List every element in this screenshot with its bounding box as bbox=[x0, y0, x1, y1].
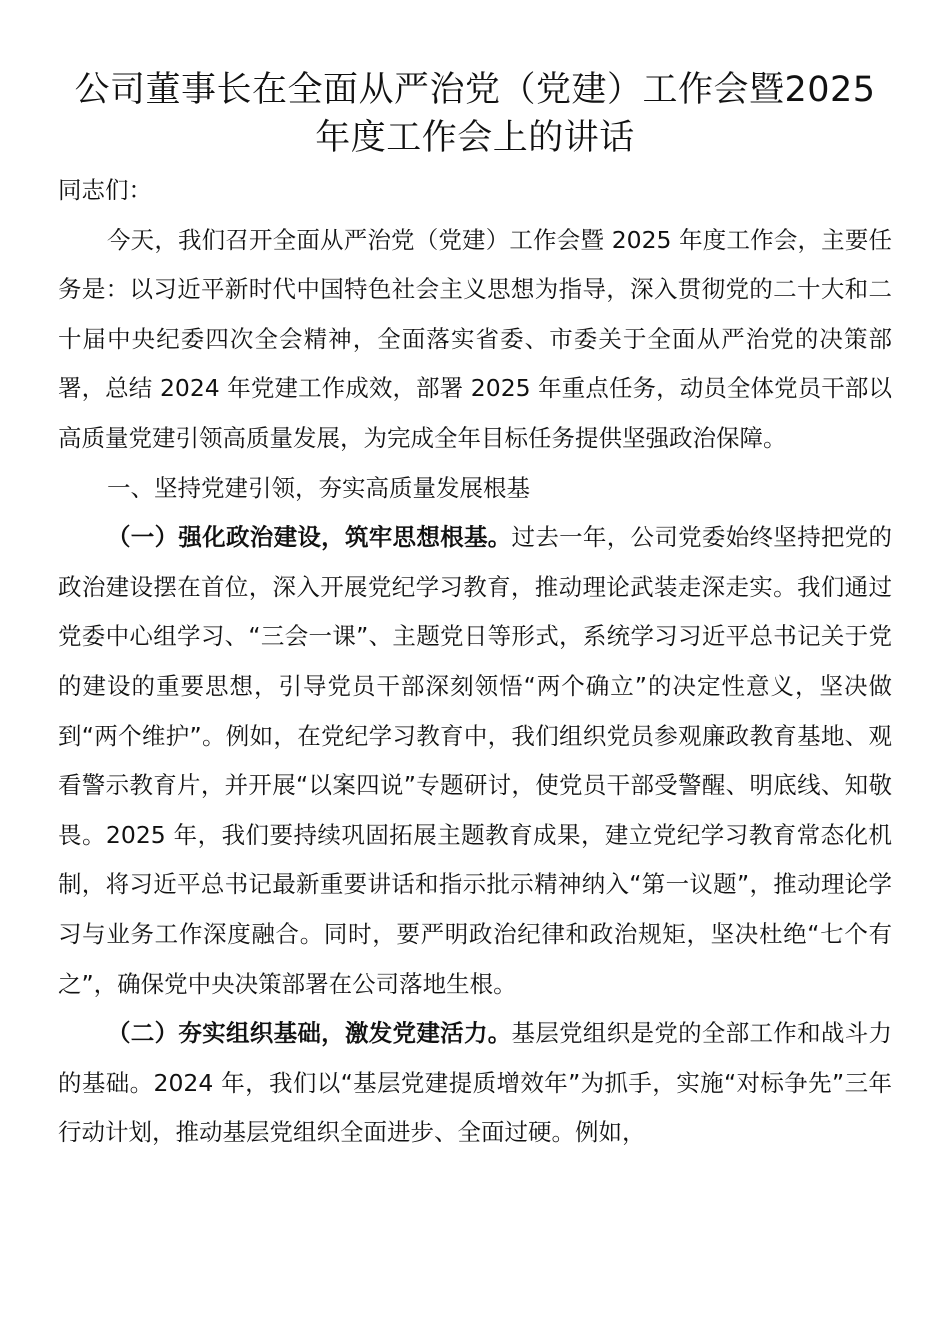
document-title: 公司董事长在全面从严治党（党建）工作会暨2025年度工作会上的讲话 bbox=[74, 70, 876, 158]
subsection-2-heading: （二）夯实组织基础，激发党建活力。 bbox=[107, 1019, 512, 1048]
salutation: 同志们： bbox=[58, 176, 152, 204]
section-heading: 一、坚持党建引领，夯实高质量发展根基 bbox=[107, 473, 530, 502]
document-body bbox=[58, 166, 892, 1158]
subsection-1-paragraph bbox=[58, 513, 892, 1009]
intro-paragraph: 今天，我们召开全面从严治党（党建）工作会暨 2025 年度工作会，主要任务是：以习近平新时代中国特色社会主义思想为指导，深入贯彻党的二十大和二十届中央纪委四次全会精神，全面落实省委、市委关于全面从严治党的决策部署，总结 2024 年党建工作成效，部署 2025 年重点任务，动员全体党员干部以高质量党建引领高质量发展，为完成全年目标任务提供坚强政治保障。 bbox=[58, 225, 892, 452]
subsection-2-paragraph bbox=[58, 1009, 892, 1158]
subsection-1-text: 过去一年，公司党委始终坚持把党的政治建设摆在首位，深入开展党纪学习教育，推动理论武装走深走实。我们通过党委中心组学习、“三会一课”、主题党日等形式，系统学习习近平总书记关于党的建设的重要思想，引导党员干部深刻领悟“两个确立”的决定性意义，坚决做到“两个维护”。例如，在党纪学习教育中，我们组织党员参观廉政教育基地、观看警示教育片，并开展“以案四说”专题研讨，使党员干部受警醒、明底线、知敬畏。2025 年，我们要持续巩固拓展主题教育成果，建立党纪学习教育常态化机制，将习近平总书记最新重要讲话和指示批示精神纳入“第一议题”，推动理论学习与业务工作深度融合。同时，要严明政治纪律和政治规矩，坚决杜绝“七个有之”，确保党中央决策部署在公司落地生根。 bbox=[58, 523, 892, 998]
subsection-1-heading: （一）强化政治建设，筑牢思想根基。 bbox=[107, 523, 512, 552]
subsection-2-text: 基层党组织是党的全部工作和战斗力的基础。2024 年，我们以“基层党建提质增效年”为抓手，实施“对标争先”三年行动计划，推动基层党组织全面进步、全面过硬。例如， bbox=[58, 1019, 892, 1147]
